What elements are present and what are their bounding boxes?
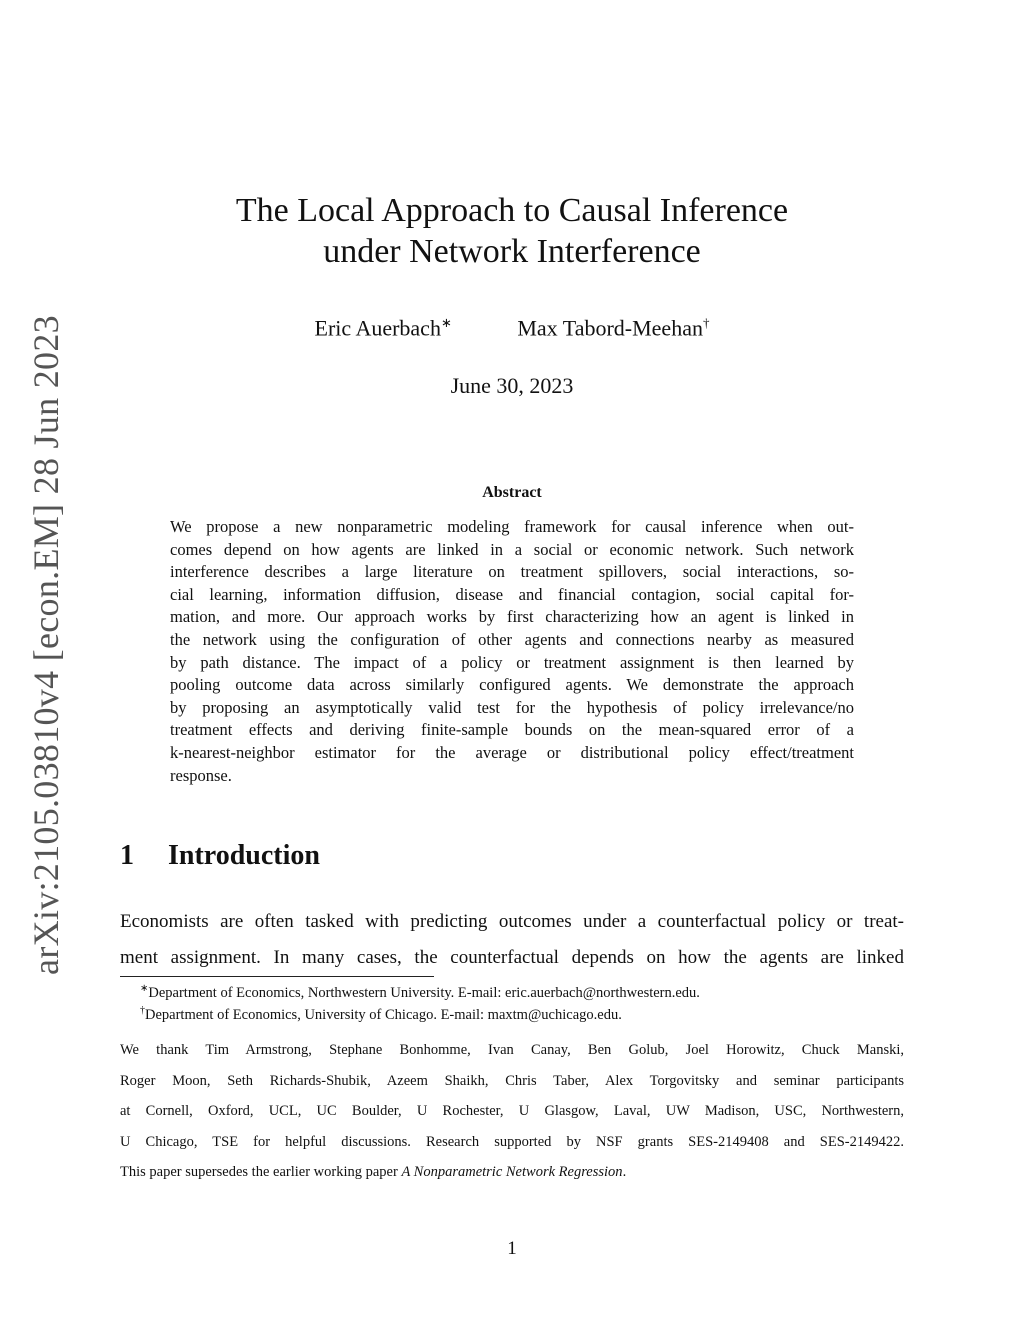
- intro-line: ment assignment. In many cases, the counterfactual depends on how the agents are linked: [120, 947, 904, 968]
- acknowledgements: [120, 1035, 904, 1188]
- paper-title: [180, 190, 844, 272]
- acknowledgement-line: [120, 1157, 904, 1188]
- abstract-line: interference describes a large literature on treatment spillovers, social interactions, so-: [170, 562, 854, 582]
- footnote: [140, 983, 700, 1002]
- footnote-text: Department of Economics, University of Chicago. E-mail: maxtm@uchicago.edu.: [145, 1006, 622, 1023]
- abstract-line: cial learning, information diffusion, disease and financial contagion, social capital for-: [170, 584, 854, 604]
- page-number: 1: [507, 1238, 517, 1259]
- footnote-mark: †: [140, 1005, 145, 1016]
- section-heading: [120, 840, 320, 872]
- abstract-line: comes depend on how agents are linked in a social or economic network. Such network: [170, 539, 854, 559]
- abstract-line: mation, and more. Our approach works by first characterizing how an agent is linked in: [170, 607, 854, 627]
- section-title: Introduction: [168, 840, 320, 871]
- abstract-body: [170, 516, 854, 787]
- earlier-paper-title: A Nonparametric Network Regression: [401, 1164, 623, 1180]
- intro-line: Economists are often tasked with predicting outcomes under a counterfactual policy or treat-: [120, 911, 904, 932]
- abstract-line: by path distance. The impact of a policy or treatment assignment is then learned by: [170, 652, 854, 672]
- acknowledgement-line: We thank Tim Armstrong, Stephane Bonhomme, Ivan Canay, Ben Golub, Joel Horowitz, Chuck Manski,: [120, 1042, 904, 1058]
- abstract-line: the network using the configuration of other agents and connections nearby as measured: [170, 629, 854, 649]
- abstract-heading: Abstract: [482, 484, 542, 501]
- abstract-line: k-nearest-neighbor estimator for the average or distributional policy effect/treatment: [170, 742, 854, 762]
- footnote-mark: ∗: [140, 983, 149, 994]
- acknowledgement-line: U Chicago, TSE for helpful discussions. Research supported by NSF grants SES-2149408 and SES-2149422.: [120, 1133, 904, 1150]
- abstract-line: response.: [170, 765, 232, 785]
- section-number: 1: [120, 840, 134, 871]
- paper-date: June 30, 2023: [450, 373, 574, 398]
- supersedes-end: .: [622, 1164, 627, 1180]
- arxiv-identifier: arXiv:2105.03810v4 [econ.EM] 28 Jun 2023: [26, 315, 66, 975]
- footnote-mark: †: [702, 315, 710, 330]
- abstract-line: We propose a new nonparametric modeling framework for causal inference when out-: [170, 517, 854, 536]
- author-name: Eric Auerbach: [314, 315, 441, 341]
- intro-paragraph: [120, 904, 904, 976]
- author-name: Max Tabord-Meehan: [517, 315, 703, 341]
- acknowledgement-line: at Cornell, Oxford, UCL, UC Boulder, U Rochester, U Glasgow, Laval, UW Madison, USC, Northwestern,: [120, 1103, 904, 1119]
- author-list: [180, 315, 844, 341]
- abstract-line: pooling outcome data across similarly configured agents. We demonstrate the approach: [170, 675, 854, 695]
- supersedes-text: This paper supersedes the earlier working paper: [120, 1164, 402, 1180]
- author: [517, 315, 709, 341]
- title-line: under Network Interference: [323, 233, 701, 270]
- acknowledgement-line: Roger Moon, Seth Richards-Shubik, Azeem Shaikh, Chris Taber, Alex Torgovitsky and seminar participants: [120, 1072, 904, 1089]
- author: [315, 315, 452, 341]
- footnote: [140, 1005, 622, 1024]
- abstract-line: by proposing an asymptotically valid test for the hypothesis of policy irrelevance/no: [170, 697, 854, 717]
- footnote-text: Department of Economics, Northwestern University. E-mail: eric.auerbach@northwestern.edu.: [148, 984, 700, 1001]
- abstract-line: treatment effects and deriving finite-sample bounds on the mean-squared error of a: [170, 720, 854, 740]
- footnote-mark: ∗: [440, 315, 452, 330]
- footnote-rule: [120, 976, 434, 977]
- title-line: The Local Approach to Causal Inference: [235, 192, 789, 229]
